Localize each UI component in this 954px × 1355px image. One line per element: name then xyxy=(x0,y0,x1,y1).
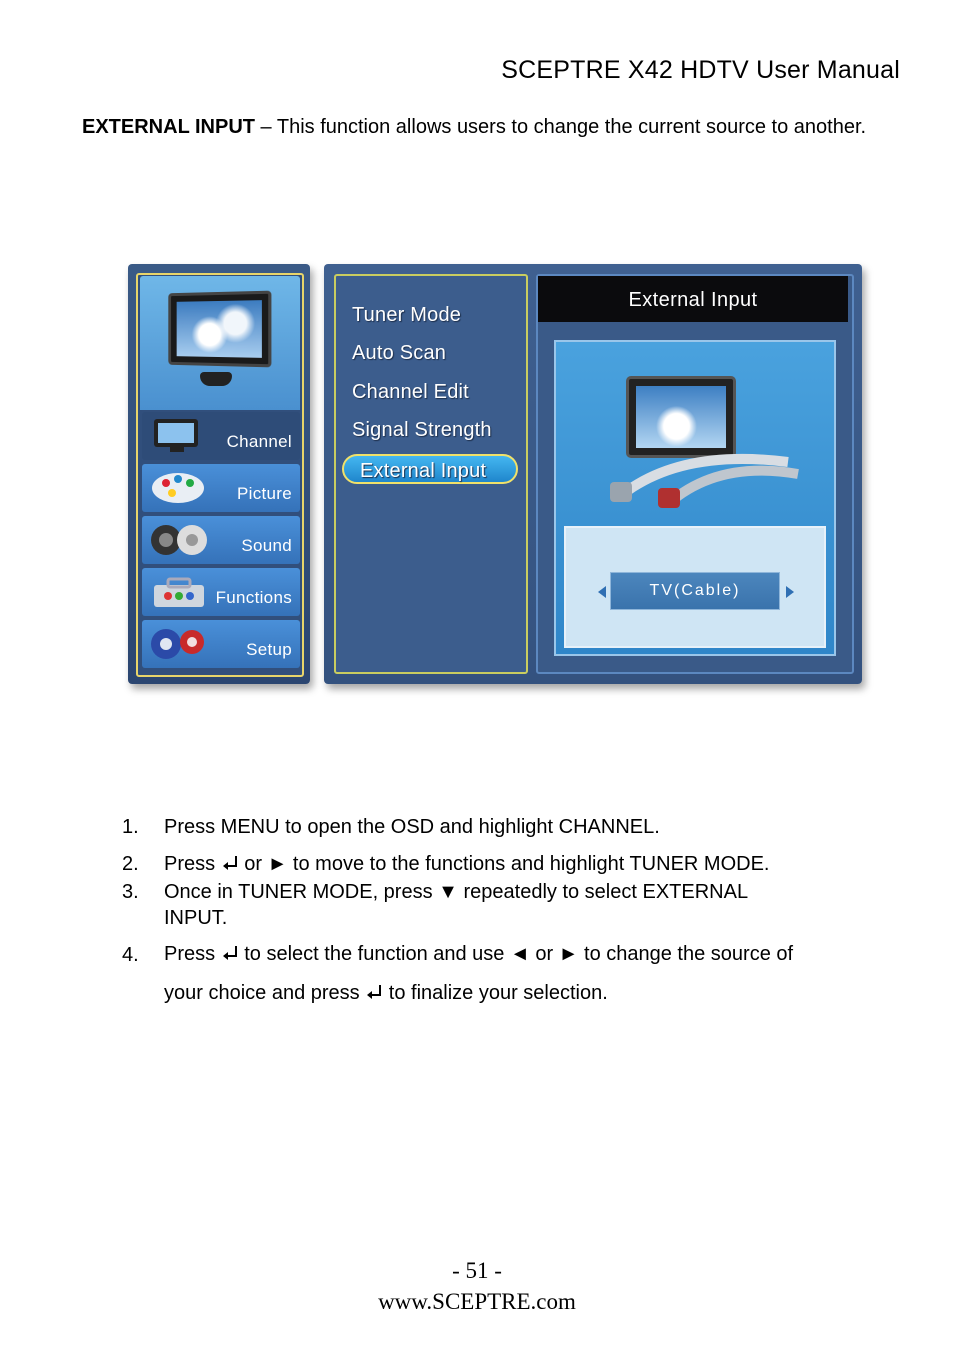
menu-item-channel-edit[interactable]: Channel Edit xyxy=(352,381,469,403)
external-input-detail xyxy=(536,274,854,674)
palette-icon xyxy=(148,469,210,507)
intro-text: – This function allows users to change the current source to another. xyxy=(254,116,867,138)
enter-key-icon xyxy=(365,983,383,1001)
step-text: Press MENU to open the OSD and highlight CHANNEL. xyxy=(164,816,660,838)
side-item-label: Functions xyxy=(215,588,292,607)
arrow-left-icon[interactable] xyxy=(598,586,606,598)
side-item-label: Setup xyxy=(246,640,292,659)
step-number: 3. xyxy=(122,881,139,903)
side-item-channel[interactable] xyxy=(142,412,300,460)
gears-icon xyxy=(148,625,210,663)
intro-term: EXTERNAL INPUT xyxy=(82,116,255,138)
side-item-label: Sound xyxy=(241,536,292,555)
side-item-sound[interactable] xyxy=(142,516,300,564)
side-item-label: Picture xyxy=(236,484,292,503)
side-item-setup[interactable] xyxy=(142,620,300,668)
step-text: Press or ► to move to the functions and highlight TUNER MODE. xyxy=(164,853,770,875)
side-item-picture[interactable] xyxy=(142,464,300,512)
osd-screenshot xyxy=(128,264,874,698)
step-text: Once in TUNER MODE, press ▼ repeatedly to select EXTERNAL INPUT. xyxy=(164,881,749,929)
step-number: 4. xyxy=(122,944,139,966)
page-number: - 51 - xyxy=(452,1258,502,1283)
speaker-icon xyxy=(148,521,210,559)
tv-stand xyxy=(200,372,232,386)
enter-key-icon xyxy=(221,854,239,872)
source-value[interactable]: TV(Cable) xyxy=(610,572,780,610)
channel-submenu xyxy=(334,274,528,674)
detail-body xyxy=(554,340,836,656)
footer-url[interactable]: www.SCEPTRE.com xyxy=(378,1289,576,1314)
osd-side-panel xyxy=(128,264,310,684)
menu-item-signal-strength[interactable]: Signal Strength xyxy=(352,419,492,441)
menu-item-external-input[interactable]: External Input xyxy=(342,454,518,484)
side-item-functions[interactable] xyxy=(142,568,300,616)
featured-tv-image xyxy=(140,276,300,410)
toolbox-icon xyxy=(148,573,210,611)
enter-key-icon xyxy=(221,944,239,962)
manual-title: SCEPTRE X42 HDTV User Manual xyxy=(501,56,900,84)
tv-icon xyxy=(148,417,210,455)
detail-title: External Input xyxy=(538,276,848,322)
side-item-label: Channel xyxy=(226,432,292,451)
menu-item-tuner-mode[interactable]: Tuner Mode xyxy=(352,304,462,326)
menu-item-auto-scan[interactable]: Auto Scan xyxy=(352,342,447,364)
arrow-right-icon[interactable] xyxy=(786,586,794,598)
step-text: Press to select the function and use ◄ or ► to change the source of your choice and press to finalize your selection. xyxy=(164,943,794,1004)
intro-paragraph xyxy=(82,114,902,141)
step-number: 2. xyxy=(122,853,139,875)
step-number: 1. xyxy=(122,816,139,838)
tv-screen xyxy=(168,291,271,368)
osd-main-panel xyxy=(324,264,862,684)
source-selector xyxy=(564,526,826,648)
av-cable-icon xyxy=(608,438,808,508)
